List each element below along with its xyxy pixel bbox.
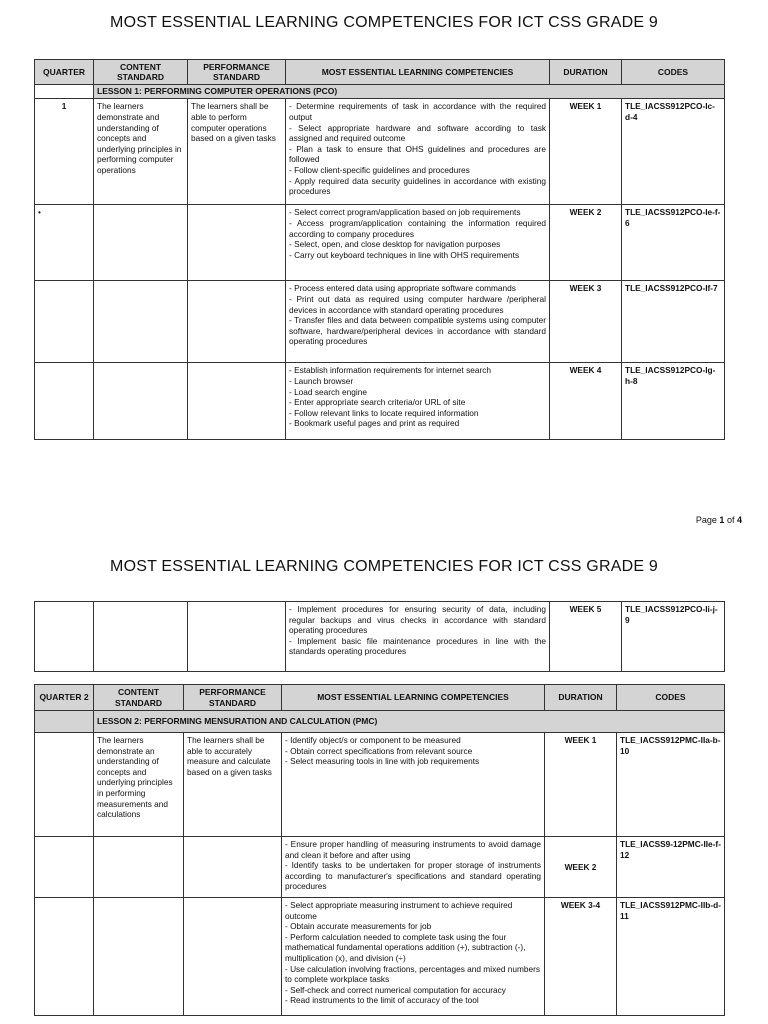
page2-continuation-table xyxy=(34,601,725,672)
table-row xyxy=(35,837,725,898)
header-performance-standard: PERFORMANCE STANDARD xyxy=(188,60,286,85)
duration-cell: WEEK 3-4 xyxy=(545,898,617,1016)
table-row xyxy=(35,602,725,672)
content-standard-cell: The learners demonstrate an understanding of concepts and underlying principles in performing measurements and calculations xyxy=(94,733,184,837)
competencies-cell: - Select appropriate measuring instrument to achieve required outcome - Obtain accurate measurements for job - Perform calculation needed to complete task using the four mathematical fundamental operations addition (+), subtraction (-), multiplication (x), and division (÷) - Use calculation involving fractions, percentages and mixed numbers to complete workplace tasks - Self-check and correct numerical computation for accuracy - Read instruments to the limit of accuracy of the tool xyxy=(282,898,545,1016)
header-quarter: QUARTER xyxy=(35,60,94,85)
page1-competency-table xyxy=(34,59,725,440)
lesson-1-title: LESSON 1: PERFORMING COMPUTER OPERATIONS (PCO) xyxy=(94,85,725,99)
code-cell: TLE_IACSS912PCO-Ie-f-6 xyxy=(622,205,725,281)
performance-standard-cell: The learners shall be able to perform computer operations based on a given tasks xyxy=(188,99,286,205)
page2-competency-table xyxy=(34,684,725,1016)
page2-lesson-row xyxy=(35,711,725,733)
row-marker: • xyxy=(35,205,94,281)
page1-header-row xyxy=(35,60,725,85)
competencies-cell: - Establish information requirements for internet search - Launch browser - Load search engine - Enter appropriate search criteria/or URL of site - Follow relevant links to locate required information - Bookmark useful pages and print as required xyxy=(286,363,550,440)
quarter-cell: 1 xyxy=(35,99,94,205)
table-row xyxy=(35,733,725,837)
competencies-cell: - Implement procedures for ensuring security of data, including regular backups and virus checks in accordance with standard operating procedures - Implement basic file maintenance procedures in line with the standards operating procedures xyxy=(286,602,550,672)
header-duration: DURATION xyxy=(550,60,622,85)
code-cell: TLE_IACSS912PCO-If-7 xyxy=(622,281,725,363)
header-duration: DURATION xyxy=(545,685,617,711)
competencies-cell: - Determine requirements of task in accordance with the required output - Select appropriate hardware and software according to task assigned and required outcome - Plan a task to ensure that OHS guidelines and procedures are followed - Follow client-specific guidelines and procedures - Apply required data security guidelines in accordance with existing procedures xyxy=(286,99,550,205)
code-cell: TLE_IACSS912PCO-Ii-j-9 xyxy=(622,602,725,672)
page2-header-row xyxy=(35,685,725,711)
performance-standard-cell: The learners shall be able to accurately measure and calculate based on a given tasks xyxy=(184,733,282,837)
competencies-cell: - Identify object/s or component to be measured - Obtain correct specifications from relevant source - Select measuring tools in line with job requirements xyxy=(282,733,545,837)
competencies-cell: - Ensure proper handling of measuring instruments to avoid damage and clean it before and after using - Identify tasks to be undertaken for proper storage of instruments according to manufacturer's specifications and standard operating procedures xyxy=(282,837,545,898)
table-row xyxy=(35,99,725,205)
duration-cell: WEEK 3 xyxy=(550,281,622,363)
code-cell: TLE_IACSS9-12PMC-IIe-f-12 xyxy=(617,837,725,898)
header-performance-standard: PERFORMANCE STANDARD xyxy=(184,685,282,711)
duration-cell: WEEK 1 xyxy=(545,733,617,837)
code-cell: TLE_IACSS912PMC-IIb-d-11 xyxy=(617,898,725,1016)
table-row xyxy=(35,205,725,281)
code-cell: TLE_IACSS912PCO-Ic-d-4 xyxy=(622,99,725,205)
lesson-2-title: LESSON 2: PERFORMING MENSURATION AND CALCULATION (PMC) xyxy=(94,711,725,733)
table-row xyxy=(35,898,725,1016)
competencies-cell: - Process entered data using appropriate software commands - Print out data as required using computer hardware /peripheral devices in accordance with standard operating procedures - Transfer files and data between compatible systems using computer software, hardware/peripheral devices in accordance with standard operating procedures xyxy=(286,281,550,363)
duration-cell: WEEK 5 xyxy=(550,602,622,672)
header-content-standard: CONTENT STANDARD xyxy=(94,60,188,85)
competencies-cell: - Select correct program/application based on job requirements - Access program/application containing the information required according to company procedures - Select, open, and close desktop for navigation purposes - Carry out keyboard techniques in line with OHS requirements xyxy=(286,205,550,281)
duration-cell: WEEK 4 xyxy=(550,363,622,440)
content-standard-cell: The learners demonstrate and understanding of concepts and underlying principles in performing computer operations xyxy=(94,99,188,205)
table-row xyxy=(35,363,725,440)
duration-cell: WEEK 1 xyxy=(550,99,622,205)
header-content-standard: CONTENT STANDARD xyxy=(94,685,184,711)
header-competencies: MOST ESSENTIAL LEARNING COMPETENCIES xyxy=(286,60,550,85)
header-codes: CODES xyxy=(617,685,725,711)
header-competencies: MOST ESSENTIAL LEARNING COMPETENCIES xyxy=(282,685,545,711)
page1-lesson-row xyxy=(35,85,725,99)
table-row xyxy=(35,281,725,363)
code-cell: TLE_IACSS912PCO-Ig-h-8 xyxy=(622,363,725,440)
code-cell: TLE_IACSS912PMC-IIa-b-10 xyxy=(617,733,725,837)
duration-cell: WEEK 2 xyxy=(545,837,617,898)
page-number: Page 1 of 4 xyxy=(695,515,742,525)
header-quarter: QUARTER 2 xyxy=(35,685,94,711)
duration-cell: WEEK 2 xyxy=(550,205,622,281)
header-codes: CODES xyxy=(622,60,725,85)
page1-title: MOST ESSENTIAL LEARNING COMPETENCIES FOR ICT CSS GRADE 9 xyxy=(110,14,658,31)
page2-title: MOST ESSENTIAL LEARNING COMPETENCIES FOR ICT CSS GRADE 9 xyxy=(110,558,658,575)
